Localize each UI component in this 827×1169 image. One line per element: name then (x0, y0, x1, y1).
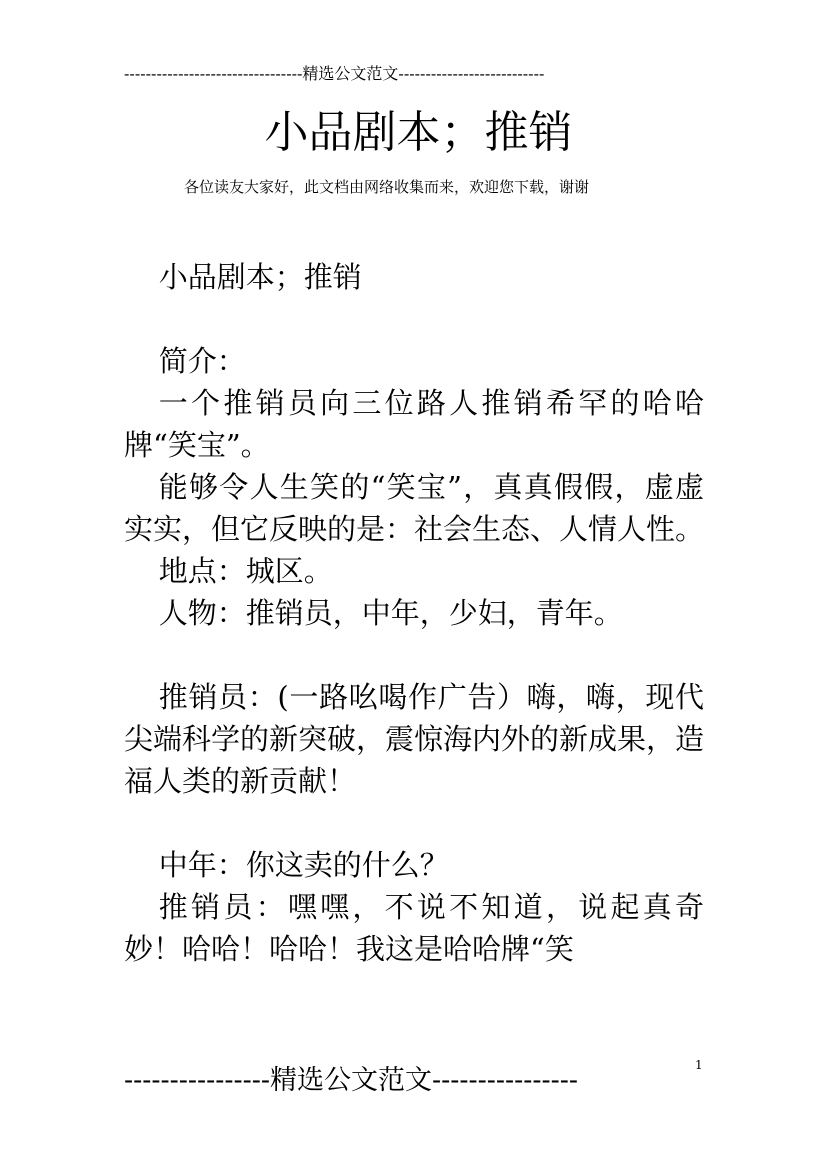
document-body (124, 256, 704, 970)
intro-paragraph-2: 能够令人生笑的“笑宝”，真真假假，虚虚实实，但它反映的是：社会生态、人情人性。 (124, 470, 705, 546)
intro-paragraph: 一个推销员向三位路人推销希罕的哈哈牌“笑宝”。 (124, 386, 704, 462)
page-number: 1 (695, 1058, 703, 1072)
dialogue-line: 推销员：(一路吆喝作广告）嗨，嗨，现代尖端科学的新突破，震惊海内外的新成果，造福人类的新贡献！ (124, 680, 705, 798)
paragraph-spacer (124, 634, 704, 676)
body-heading: 小品剧本；推销 (158, 260, 362, 294)
dialogue-line: 推销员：嘿嘿，不说不知道，说起真奇妙！哈哈！哈哈！我这是哈哈牌“笑 (124, 890, 704, 966)
page-header: ---------------------------------精选公文范文--------------------------- (124, 64, 545, 83)
paragraph-spacer (124, 298, 704, 340)
paragraph-spacer (124, 802, 704, 844)
document-title: 小品剧本；推销 (264, 107, 573, 158)
intro-label: 简介： (158, 344, 246, 378)
location-line: 地点：城区。 (158, 554, 333, 588)
dialogue-line: 中年：你这卖的什么？ (158, 848, 449, 882)
page-footer: ----------------精选公文范文---------------- (124, 1065, 578, 1096)
document-subtitle: 各位读友大家好，此文档由网络收集而来，欢迎您下载，谢谢 (184, 178, 590, 196)
characters-line: 人物：推销员，中年，少妇，青年。 (158, 596, 623, 630)
